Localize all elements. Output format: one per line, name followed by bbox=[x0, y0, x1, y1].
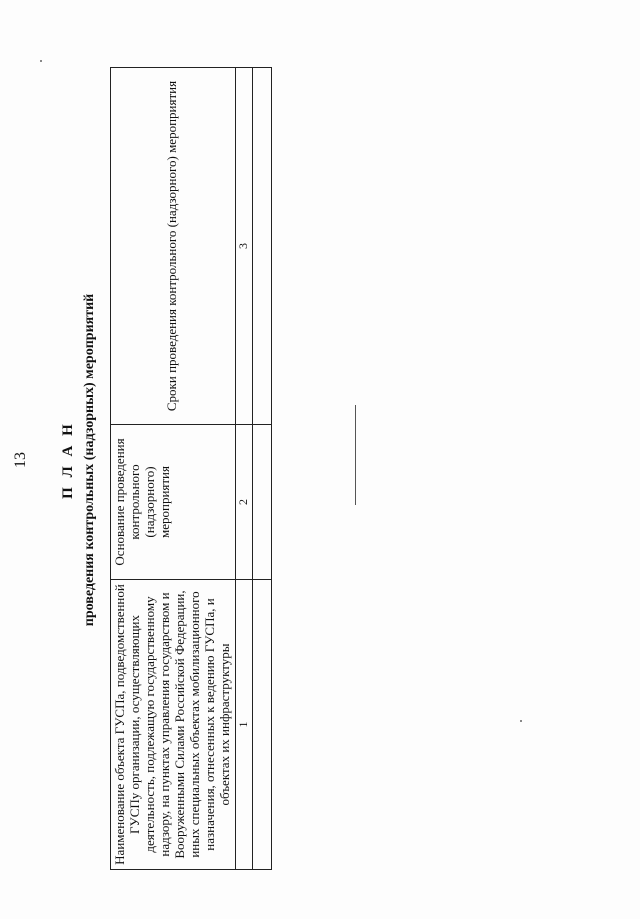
column-number-1: 1 bbox=[235, 580, 252, 870]
page-number: 13 bbox=[12, 452, 29, 468]
header-basis: Основание проведения контрольного (надзорного) мероприятия bbox=[111, 425, 236, 580]
column-number-2: 2 bbox=[235, 425, 252, 580]
column-number-3: 3 bbox=[235, 68, 252, 425]
plan-table bbox=[110, 67, 272, 870]
header-timing: Сроки проведения контрольного (надзорного) мероприятия bbox=[111, 68, 236, 425]
table-cell bbox=[252, 580, 271, 870]
divider-line bbox=[355, 405, 356, 505]
document-subtitle: проведения контрольных (надзорных) мероприятий bbox=[82, 293, 97, 627]
table-cell bbox=[252, 68, 271, 425]
scan-speck bbox=[520, 720, 522, 722]
header-object-name: Наименование объекта ГУСПа, подведомственной ГУСПу организации, осуществляющих деятельность, подлежащую государственному надзору, на пунктах управления государством и Вооруженными Силами Российской Федерации, иных специальных объектах мобилизационного назначения, отнесенных к ведению ГУСПа, и объектах их инфраструктуры bbox=[111, 580, 236, 870]
table-header-row bbox=[111, 68, 236, 870]
table-cell bbox=[252, 425, 271, 580]
table-row bbox=[252, 68, 271, 870]
document-title: П Л А Н bbox=[60, 421, 76, 499]
table-number-row bbox=[235, 68, 252, 870]
scan-speck bbox=[40, 60, 42, 62]
rotated-content bbox=[12, 50, 590, 870]
